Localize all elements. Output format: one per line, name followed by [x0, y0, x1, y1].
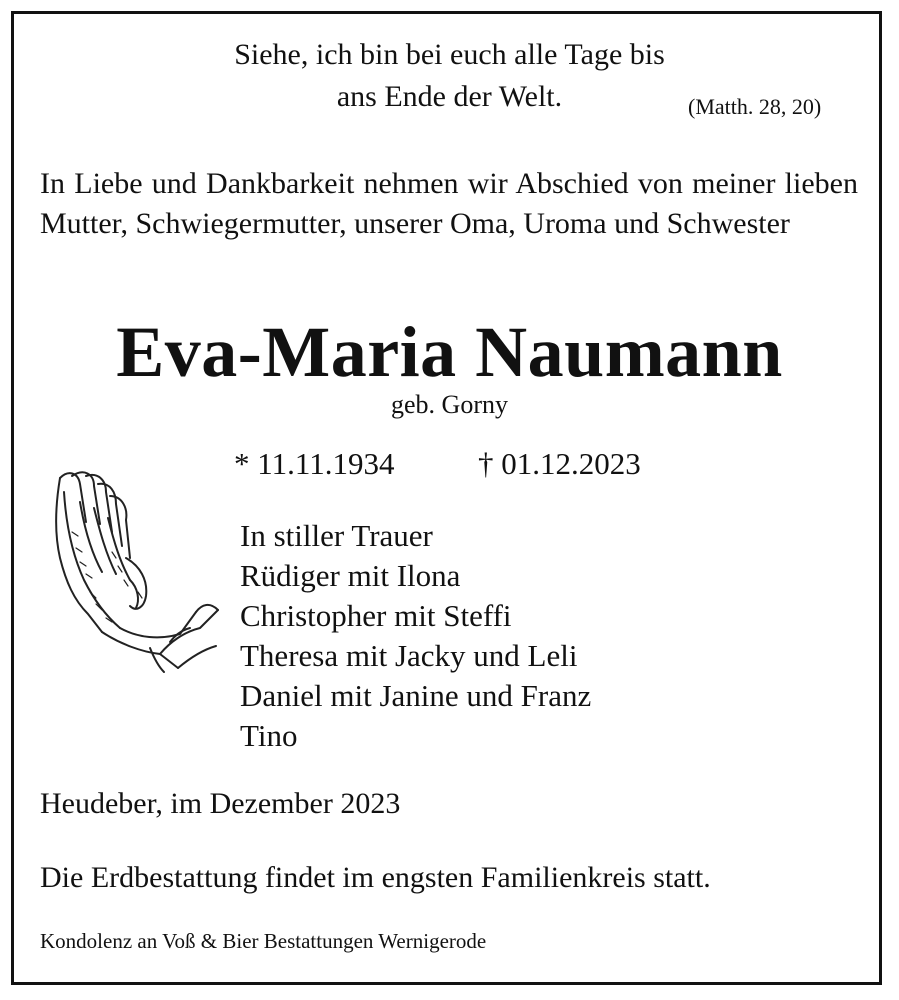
maiden-name: geb. Gorny — [391, 390, 508, 419]
burial-note: Die Erdbestattung findet im engsten Familienkreis statt. — [40, 861, 711, 894]
intro-text: In Liebe und Dankbarkeit nehmen wir Abschied von meiner lieben Mutter, Schwiegermutter, unserer Oma, Uroma und Schwester — [40, 167, 858, 240]
deceased-name: Eva-Maria Naumann — [116, 312, 783, 392]
mourner-name: Theresa mit Jacky und Leli — [240, 638, 578, 673]
condolence-note: Kondolenz an Voß & Bier Bestattungen Wernigerode — [40, 929, 487, 953]
verse-line-2: ans Ende der Welt. — [336, 80, 563, 113]
mourner-name: Tino — [240, 718, 298, 753]
praying-hands-icon — [50, 462, 222, 676]
verse-reference: (Matth. 28, 20) — [688, 94, 822, 119]
mourner-name: Rüdiger mit Ilona — [240, 558, 461, 593]
mourner-name: Christopher mit Steffi — [240, 598, 512, 633]
death-date: † 01.12.2023 — [478, 446, 641, 481]
place-and-date: Heudeber, im Dezember 2023 — [40, 787, 401, 820]
birth-date: * 11.11.1934 — [234, 446, 395, 481]
mourner-name: Daniel mit Janine und Franz — [240, 678, 592, 713]
mourning-intro: In stiller Trauer — [240, 518, 433, 553]
verse-line-1: Siehe, ich bin bei euch alle Tage bis — [234, 38, 665, 71]
